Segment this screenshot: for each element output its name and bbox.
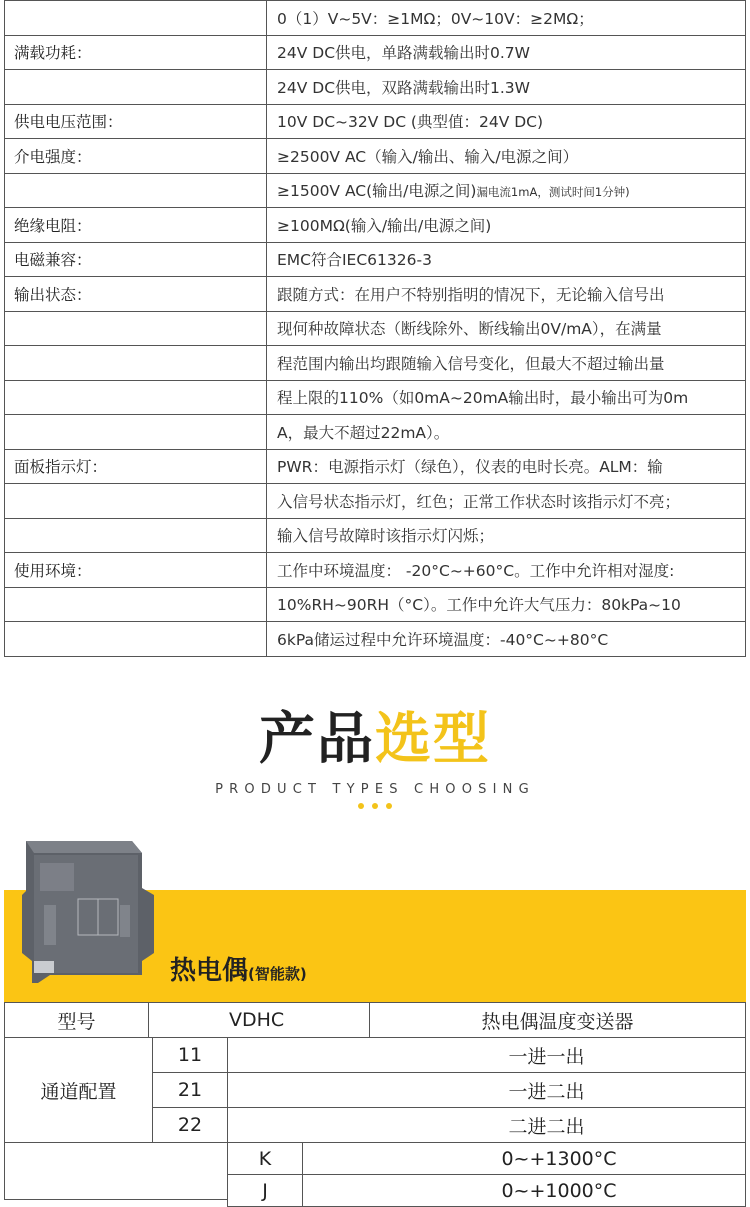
spec-label: 介电强度： [5,139,267,174]
model-desc-cell: 热电偶温度变送器 [369,1002,746,1038]
spec-value [267,380,746,415]
spec-label [5,484,267,519]
selection-table [4,1002,746,1200]
spec-value [267,587,746,622]
spec-value [267,518,746,553]
spec-label [5,1,267,36]
spec-value-text: 程范围内输出均跟随输入信号变化，但最大不超过输出量 [277,354,665,373]
spec-label: 满载功耗： [5,35,267,70]
spec-label: 电磁兼容： [5,242,267,277]
spec-value [267,35,746,70]
spec-row [5,104,746,139]
spec-label [5,415,267,450]
spec-value-text: A，最大不超过22mA）。 [277,423,450,442]
decorative-dots [0,803,750,809]
spec-value-text: 6kPa储运过程中允许环境温度：-40°C~+80°C [277,630,609,649]
spec-value-text: ≥100MΩ(输入/输出/电源之间) [277,216,492,235]
spec-value [267,449,746,484]
spec-value [267,553,746,588]
device-image [20,833,156,983]
spec-value [267,208,746,243]
spec-row [5,346,746,381]
product-title [170,950,307,987]
spec-label [5,587,267,622]
spec-value-text: 入信号状态指示灯，红色；正常工作状态时该指示灯不亮； [277,492,681,511]
spec-row [5,622,746,657]
spec-value [267,622,746,657]
channel-code-cell: 21 [152,1072,228,1108]
spec-row [5,518,746,553]
spec-row [5,139,746,174]
spec-label [5,173,267,208]
spec-label: 绝缘电阻： [5,208,267,243]
channel-code-cell: 22 [152,1107,228,1143]
spec-row [5,242,746,277]
spec-row [5,484,746,519]
spec-row [5,449,746,484]
type-code-cell: K [227,1142,303,1175]
type-range-cell: 0~+1000°C [302,1174,746,1207]
spec-value-text: ≥2500V AC（输入/输出、输入/电源之间） [277,147,579,166]
spec-value-text: 10%RH~90RH（°C）。工作中允许大气压力：80kPa~10 [277,596,681,615]
spec-label [5,622,267,657]
channel-desc-cell: 一进一出 [227,1037,746,1073]
spec-row [5,311,746,346]
spec-row [5,70,746,105]
spec-row [5,553,746,588]
spec-label: 面板指示灯： [5,449,267,484]
spec-value [267,346,746,381]
spec-value-text: ≥1500V AC(输出/电源之间) [277,182,477,201]
spec-label [5,518,267,553]
spec-value [267,311,746,346]
spec-value [267,484,746,519]
section-title [0,700,750,780]
spec-label [5,70,267,105]
model-code-cell: VDHC [148,1002,370,1038]
spec-label: 使用环境： [5,553,267,588]
spec-row [5,35,746,70]
channel-code-cell: 11 [152,1037,228,1073]
channel-label-cell: 通道配置 [4,1037,153,1143]
product-tag: (智能款) [248,965,307,983]
spec-value-text: 0（1）V~5V：≥1MΩ；0V~10V：≥2MΩ； [277,9,594,28]
spec-value-text: 24V DC供电，单路满载输出时0.7W [277,44,530,63]
spec-label [5,311,267,346]
spec-value-text: EMC符合IEC61326-3 [277,251,432,270]
spec-value [267,70,746,105]
type-range-cell: 0~+1300°C [302,1142,746,1175]
spec-table [4,0,746,657]
type-label-cell [4,1142,228,1200]
channel-desc-cell: 一进二出 [227,1072,746,1108]
spec-value-text: 输入信号故障时该指示灯闪烁； [277,527,495,546]
spec-value-text: PWR：电源指示灯（绿色），仪表的电时长亮。ALM：输 [277,458,663,477]
product-name: 热电偶 [170,956,249,986]
spec-value [267,1,746,36]
spec-value-text: 现何种故障状态（断线除外、断线输出0V/mA），在满量 [277,320,662,339]
spec-value [267,415,746,450]
spec-value [267,104,746,139]
spec-label [5,380,267,415]
channel-desc-cell: 二进二出 [227,1107,746,1143]
section-subtitle: PRODUCT TYPES CHOOSING [215,782,535,797]
spec-value [267,139,746,174]
spec-value-text: 工作中环境温度： -20°C~+60°C。工作中允许相对湿度: [277,561,675,580]
spec-value-text: 24V DC供电，双路满载输出时1.3W [277,78,530,97]
spec-table-body [5,1,746,657]
spec-label: 供电电压范围： [5,104,267,139]
section-title-dark: 产品 [259,707,375,772]
spec-value [267,242,746,277]
spec-row [5,1,746,36]
spec-row [5,415,746,450]
spec-row [5,587,746,622]
section-heading [0,700,750,809]
spec-label: 输出状态： [5,277,267,312]
spec-value-text: 跟随方式：在用户不特别指明的情况下，无论输入信号出 [277,285,665,304]
spec-value-text: 程上限的110%（如0mA~20mA输出时，最小输出可为0m [277,389,689,408]
spec-row [5,208,746,243]
type-code-cell: J [227,1174,303,1207]
section-title-yellow: 选型 [375,707,491,772]
model-label-cell: 型号 [4,1002,149,1038]
spec-value [267,173,746,208]
spec-label [5,346,267,381]
spec-value [267,277,746,312]
spec-row [5,277,746,312]
spec-row [5,380,746,415]
spec-row [5,173,746,208]
spec-value-text: 10V DC~32V DC (典型值：24V DC) [277,113,544,132]
spec-value-note: 漏电流1mA，测试时间1分钟) [476,185,630,200]
